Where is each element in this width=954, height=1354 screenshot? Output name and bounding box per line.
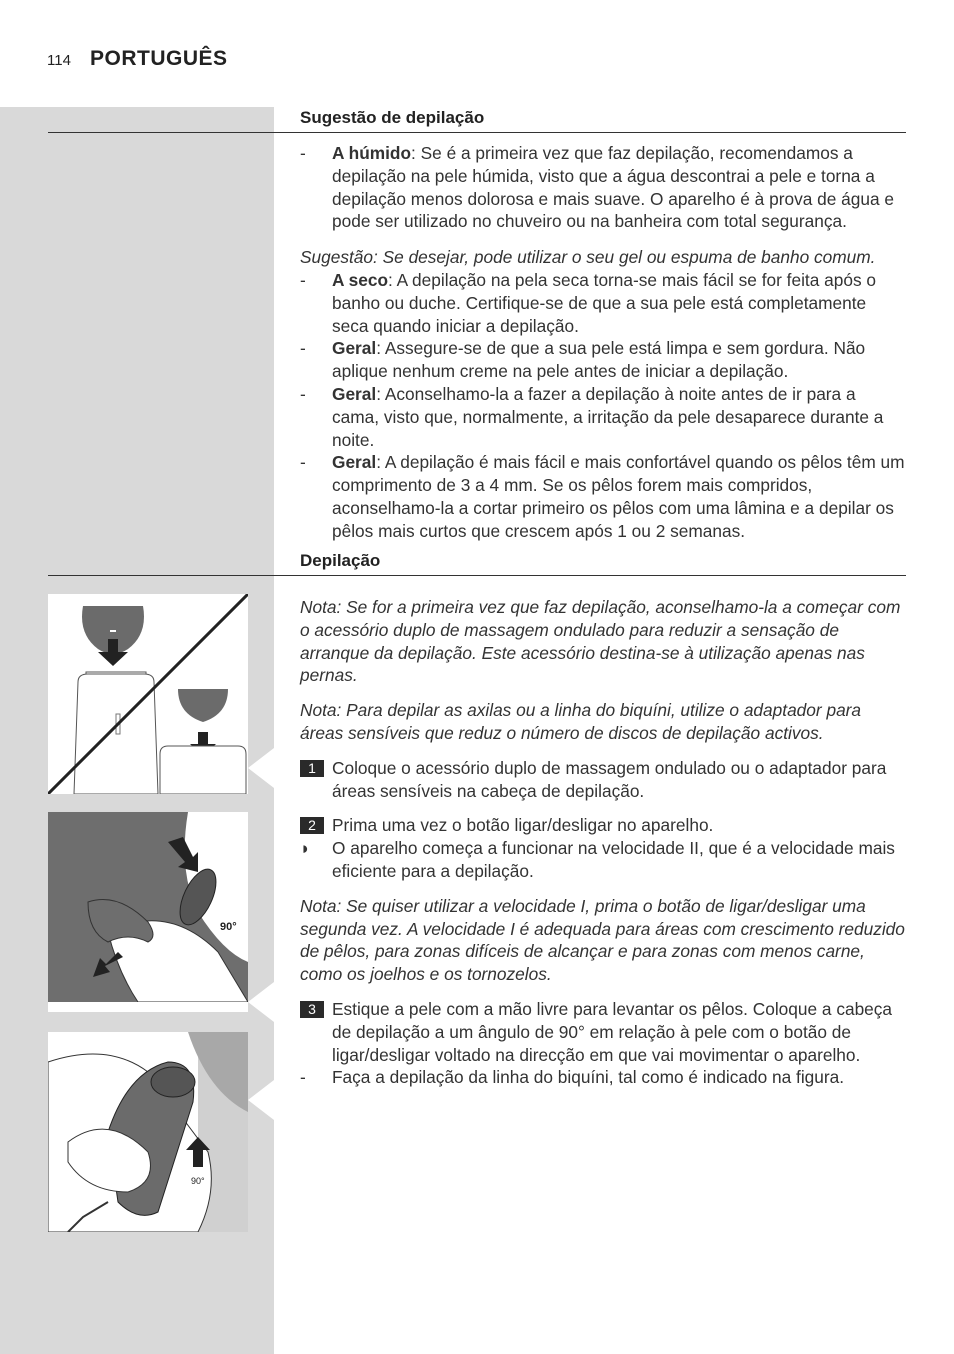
- list-item: - A seco: A depilação na pela seca torna-se mais fácil se for feita após o banho ou duche. Certifique-se de que a sua pele está completamente seca quando iniciar a depilação.: [300, 269, 877, 336]
- bikini-illustration: [48, 1032, 248, 1232]
- angle-label: 90°: [220, 921, 237, 933]
- page-number: 114: [47, 52, 71, 69]
- step-number-badge: 3: [300, 1001, 324, 1018]
- section-heading-depilation: Depilação: [300, 551, 381, 570]
- step-result: ◗ O aparelho começa a funcionar na velocidade II, que é a velocidade mais eficiente para a depilação.: [300, 838, 895, 881]
- list-item: - Faça a depilação da linha do biquíni, tal como é indicado na figura.: [300, 1067, 845, 1088]
- figure-attachments: [48, 594, 248, 794]
- page-language-title: PORTUGUÊS: [90, 47, 228, 70]
- note-speed: Nota: Se quiser utilizar a velocidade I, prima o botão de ligar/desligar uma segunda vez. A velocidade I é adequada para áreas com crescimento reduzido de pêlos, para zonas difíceis de alcançar e para zonas com menos carne, como os joelhos e os tornozelos.: [300, 895, 905, 985]
- figure-pointer: [248, 982, 274, 1022]
- step-1: 1 Coloque o acessório duplo de massagem ondulado ou o adaptador para áreas sensíveis na cabeça de depilação.: [300, 757, 906, 803]
- section2-body: [300, 596, 906, 1089]
- step-number-badge: 1: [300, 760, 324, 777]
- list-item: - Geral: Aconselhamo-la a fazer a depilação à noite antes de ir para a cama, visto que, normalmente, a irritação da pele desaparece durante a noite.: [300, 383, 884, 450]
- step-3: 3 Estique a pele com a mão livre para levantar os pêlos. Coloque a cabeça de depilação a um ângulo de 90° em relação à pele com o botão de ligar/desligar voltado na direcção em que vai movimentar o aparelho.: [300, 998, 906, 1066]
- step-2: 2 Prima uma vez o botão ligar/desligar no aparelho.: [300, 814, 906, 837]
- figure-pointer: [248, 1080, 274, 1120]
- note-sensitive-areas: Nota: Para depilar as axilas ou a linha do biquíni, utilize o adaptador para áreas sensíveis que reduz o número de discos de depilação activos.: [300, 700, 862, 743]
- list-item: - A húmido: Se é a primeira vez que faz depilação, recomendamos a depilação na pele húmida, visto que a água descontrai a pele e torna a depilação menos dolorosa e mais suave. O aparelho é à prova de água e pode ser utilizado no chuveiro ou na banheira com total segurança.: [300, 143, 895, 232]
- list-item: - Geral: Assegure-se de que a sua pele está limpa e sem gordura. Não aplique nenhum creme na pele antes de iniciar a depilação.: [300, 338, 866, 382]
- leg-illustration: [48, 812, 248, 1002]
- step-number-badge: 2: [300, 817, 324, 834]
- section1-body: [300, 142, 906, 543]
- angle-label: 90°: [191, 1176, 205, 1186]
- figure-pointer: [248, 748, 274, 788]
- figure-leg-epilation: [48, 812, 248, 1012]
- section-rule: [48, 132, 906, 133]
- section-rule: [48, 575, 906, 576]
- section-heading-tip: Sugestão de depilação: [300, 108, 485, 127]
- note-first-use: Nota: Se for a primeira vez que faz depilação, aconselhamo-la a começar com o acessório duplo de massagem ondulado para reduzir a sensação de arranque da depilação. Este acessório destina-se à utilização apenas nas pernas.: [300, 597, 901, 686]
- tip-note: Sugestão: Se desejar, pode utilizar o seu gel ou espuma de banho comum.: [300, 247, 876, 268]
- list-item: - Geral: A depilação é mais fácil e mais confortável quando os pêlos têm um comprimento de 3 a 4 mm. Se os pêlos forem mais compridos, aconselhamo-la a cortar primeiro os pêlos com uma lâmina e a depilar os pêlos mais curtos que crescem após 1 ou 2 semanas.: [300, 452, 905, 541]
- figure-bikini-epilation: [48, 1032, 248, 1232]
- epilator-attachment-illustration: [48, 594, 248, 794]
